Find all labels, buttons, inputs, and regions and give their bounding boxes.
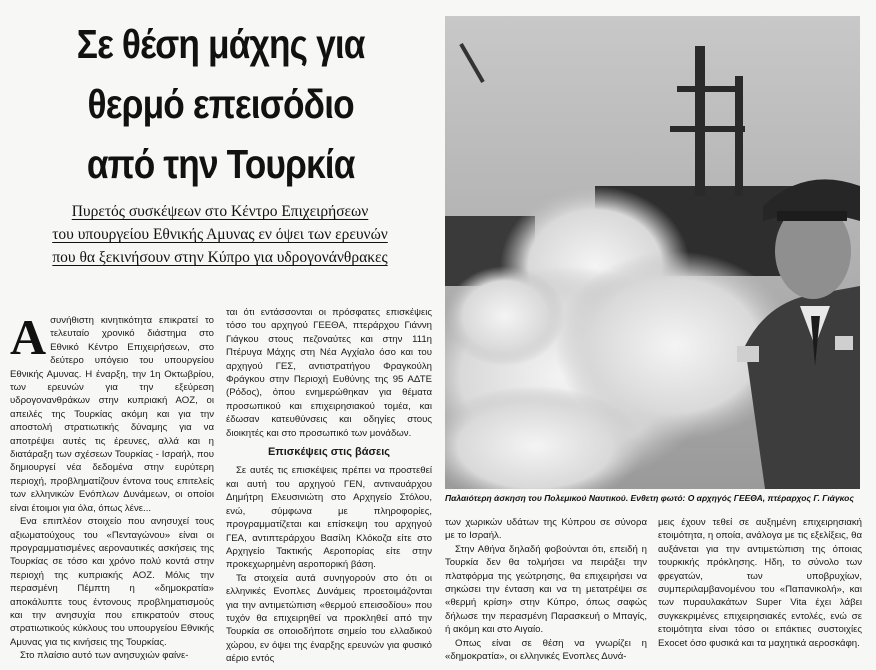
paragraph: συνήθιστη κινητικότητα επικρατεί το τελευταίο χρονικό διάστημα στο Εθνικό Κέντρο Επιχειρήσεων, στο δεύτερο υπόγειο του υπουργείου Εθνικής Αμυνας. Η έναρξη, την 1η Οκτωβρίου, των ερευνών για την εξεύρεση υδρογονανθράκων στην κυπριακή ΑΟΖ, οι απειλές της Τουρκίας ακόμη και για την αποστολή στρατιωτικής δύναμης για να αποτρέψει αυτές τις έρευνες, αλλά και η διατάραξη των σχέσεων Τουρκίας - Ισραήλ, που δημιουργεί νέα δεδομένα στην ευρύτερη περιοχή, προβληματίζουν έντονα τους επιτελείς των ελληνικών Ενόπλων Δυνάμεων, οι οποίοι είναι έτοιμοι για όλα, όπως λένε... bbox=[10, 315, 214, 514]
article-photo bbox=[445, 16, 860, 489]
headline-line: θερμό επεισόδιο bbox=[87, 81, 354, 127]
subhead: Επισκέψεις στις βάσεις bbox=[267, 446, 391, 459]
paragraph: μεις έχουν τεθεί σε αυξημένη επιχειρησιακή ετοιμότητα, η οποία, ανάλογα με τις εξελίξεις, θα αυξάνεται για την αντιμετώπιση της όποιας τουρκικής πρόκλησης. Ηδη, το σύνολο των φρεγατών, των υποβρυχίων, συμπεριλαμβανομένου του «Παπανικολή», και των πυραυλακάτων Super Vita έχει λάβει συγκεκριμένες επιχειρησιακές εντολές, ενώ σε ετοιμότητα είναι τόσο οι επάκτιες συστοιχίες Exocet όσο φυσικά και τα μαχητικά αεροσκάφη. bbox=[658, 517, 862, 649]
paragraph: Σε αυτές τις επισκέψεις πρέπει να προστεθεί και αυτή του αρχηγού ΓΕΝ, αντιναυάρχου Δημήτρη Ελευσινιώτη στο Αρχηγείο Στόλου, ενώ, σύμφωνα με πληροφορίες, προγραμματίζεται και επίσκεψη του αρχηγού ΓΕΑ, αντιπτεράρχου Βασίλη Κλόκοζα είτε στο Αρχηγείο Τακτικής Αεροπορίας είτε στην προκεχωρημένη αεροπορική βάση. bbox=[226, 465, 432, 571]
headline-line: από την Τουρκία bbox=[86, 141, 355, 187]
paragraph: ται ότι εντάσσονται οι πρόσφατες επισκέψεις τόσο του αρχηγού ΓΕΕΘΑ, πτεράρχου Γιάννη Γιάγκου στους πεζοναύτες και στην 111η Πτέρυγα Μάχης στη Νέα Αγχίαλο όσο και του αρχηγού ΓΕΣ, αντιστρατήγου Φραγκούλη Φράγκου στην Περιοχή Ευθύνης της 95 ΑΔΤΕ (Ρόδος), όπου ενημερώθηκαν για θέματα προσωπικού και επιχειρησιακού τομέα, και έδωσαν κατευθύνσεις και οδηγίες στους διοικητές και στο προσωπικό των μονάδων. bbox=[226, 307, 432, 439]
paragraph: Στην Αθήνα δηλαδή φοβούνται ότι, επειδή η Τουρκία δεν θα τολμήσει να πειράξει την πλατφόρμα της γεώτρησης, θα επιχειρήσει να σηκώσει την ένταση και να τη μετατρέψει σε «θερμή κρίση» στην Κύπρο, όπως σαφώς δήλωσε την περασμένη Παρασκευή ο Μπαγίς, ή ακόμη και στο Αιγαίο. bbox=[445, 543, 647, 636]
column-4 bbox=[658, 516, 862, 650]
headline-line: Σε θέση μάχης για bbox=[76, 21, 365, 67]
deck-line: του υπουργείου Εθνικής Αμυνας εν όψει των ερευνών bbox=[52, 226, 388, 243]
column-1 bbox=[10, 309, 214, 663]
photo-illustration bbox=[445, 16, 860, 489]
deck bbox=[10, 200, 430, 269]
paragraph: των χωρικών υδάτων της Κύπρου σε σύνορα με το Ισραήλ. bbox=[445, 517, 647, 542]
column-2 bbox=[226, 306, 432, 666]
paragraph: Οπως είναι σε θέση να γνωρίζει η «δημοκρατία», οι ελληνικές Ενοπλες Δυνά- bbox=[445, 637, 647, 663]
photo-caption: Παλαιότερη άσκηση του Πολεμικού Ναυτικού. Ενθετη φωτό: Ο αρχηγός ΓΕΕΘΑ, πτέραρχος Γ. Γιάγκος bbox=[445, 493, 854, 503]
deck-line: που θα ξεκινήσουν στην Κύπρο για υδρογονάνθρακες bbox=[52, 249, 388, 266]
dropcap: Α bbox=[10, 309, 47, 365]
paragraph: Τα στοιχεία αυτά συνηγορούν στο ότι οι ελληνικές Ενοπλες Δυνάμεις προετοιμάζονται για την αντιμετώπιση «θερμού επεισοδίου» που τυχόν θα επιχειρηθεί να προκληθεί από την Τουρκία σε οποιοδήποτε σημείο του ελλαδικού χώρου, εν όψει της έναρξης ερευνών για φυσικό αέριο εντός bbox=[226, 572, 432, 665]
headline bbox=[10, 14, 431, 194]
paragraph: Ενα επιπλέον στοιχείο που ανησυχεί τους αξιωματούχους του «Πενταγώνου» είναι οι προγραμματισμένες αεροναυτικές ασκήσεις της Τουρκίας σε τόσο και χρόνο πολύ κοντά στην περιοχή της κυπριακής ΑΟΖ. Μόλις την περασμένη Πέμπτη η «δημοκρατία» αποκάλυπτε τους έντονους προβληματισμούς και την ανησυχία που επικρατούν στους στρατιωτικούς κύκλους του υπουργείου Εθνικής Αμυνας για τις κινήσεις της Τουρκίας. bbox=[10, 516, 214, 648]
deck-line: Πυρετός συσκέψεων στο Κέντρο Επιχειρήσεων bbox=[71, 203, 369, 220]
column-3 bbox=[445, 516, 647, 663]
paragraph: Στο πλαίσιο αυτό των ανησυχιών φαίνε- bbox=[20, 650, 189, 662]
